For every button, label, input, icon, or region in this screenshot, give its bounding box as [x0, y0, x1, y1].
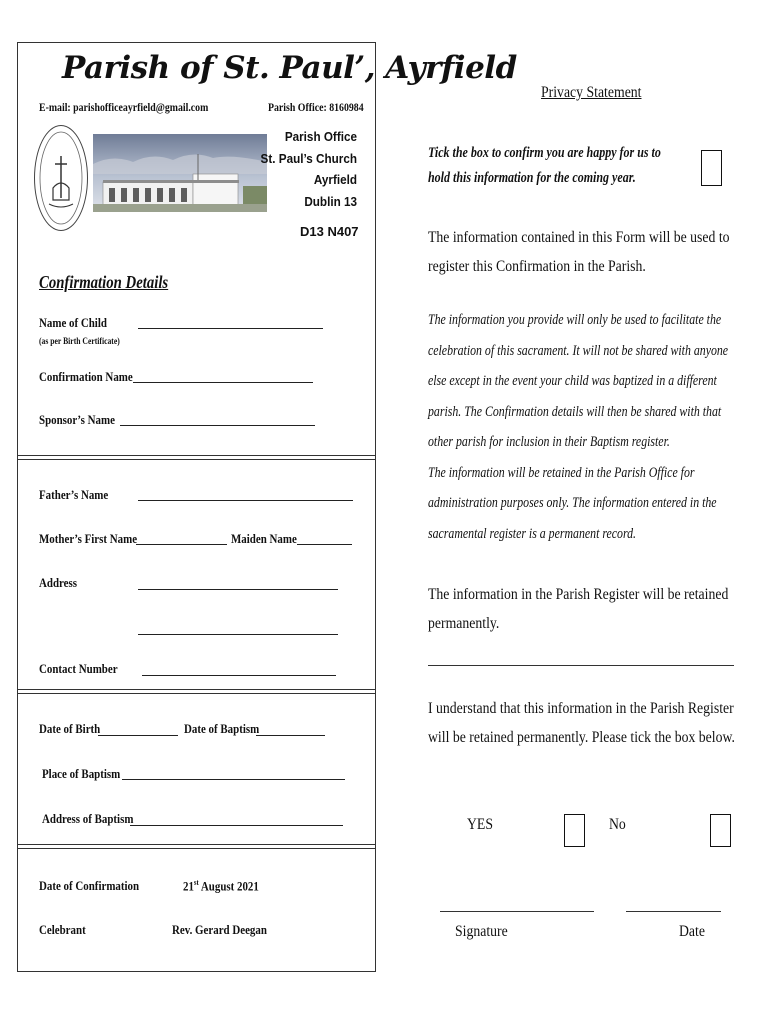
yes-label: YES [467, 816, 494, 833]
celebrant-label: Celebrant [39, 922, 86, 937]
email-text: E-mail: parishofficeayrfield@gmail.com [39, 100, 209, 114]
parish-seal-logo [34, 125, 88, 231]
address-of-baptism-field[interactable] [130, 825, 343, 826]
privacy-paragraph-line: celebration of this sacrament. It will not be shared with anyone [428, 343, 729, 359]
signature-label: Signature [455, 923, 508, 940]
yes-checkbox[interactable] [564, 814, 585, 847]
date-field[interactable] [626, 911, 721, 912]
tick-instruction-line: Tick the box to confirm you are happy for us to [428, 145, 661, 161]
date-day: 21 [183, 878, 194, 894]
office-address-line: Ayrfield [313, 172, 357, 187]
maiden-name-label: Maiden Name [231, 531, 297, 546]
date-of-baptism-label: Date of Baptism [184, 721, 260, 736]
sponsor-name-label: Sponsor’s Name [39, 412, 115, 427]
mother-first-name-label: Mother’s First Name [39, 531, 138, 546]
privacy-statement-heading: Privacy Statement [541, 84, 642, 101]
address-field-line-1[interactable] [138, 589, 338, 590]
celebrant-name: Rev. Gerard Deegan [172, 922, 267, 937]
privacy-paragraph-line: The information you provide will only be used to facilitate the [428, 312, 722, 328]
address-label: Address [39, 575, 78, 590]
date-of-confirmation-value [183, 878, 259, 894]
date-of-baptism-field[interactable] [256, 735, 325, 736]
date-label: Date [679, 923, 705, 940]
maiden-name-field[interactable] [297, 544, 352, 545]
address-of-baptism-label: Address of Baptism [42, 811, 134, 826]
info-paragraph-line: The information contained in this Form will be used to [428, 229, 730, 246]
name-of-child-field[interactable] [138, 328, 323, 329]
privacy-paragraph-line: other parish for inclusion in their Baptism register. [428, 434, 670, 450]
parish-title: Parish of St. Paul’, Ayrfield [62, 50, 517, 86]
info-paragraph-line: register this Confirmation in the Parish. [428, 258, 646, 275]
date-ordinal-suffix: st [193, 878, 199, 887]
acknowledgement-line: I understand that this information in the Parish Register [428, 700, 734, 717]
acknowledgement-line: will be retained permanently. Please tick the box below. [428, 729, 735, 746]
privacy-paragraph-line: administration purposes only. The information entered in the [428, 495, 717, 511]
name-of-child-label: Name of Child [39, 315, 107, 330]
retention-paragraph-line: permanently. [428, 615, 500, 632]
date-of-birth-label: Date of Birth [39, 721, 101, 736]
date-month-year: August 2021 [198, 878, 259, 894]
confirmation-name-label: Confirmation Name [39, 369, 133, 384]
place-of-baptism-label: Place of Baptism [42, 766, 121, 781]
contact-number-label: Contact Number [39, 661, 118, 676]
tick-instruction-line: hold this information for the coming year. [428, 170, 636, 186]
privacy-paragraph-line: else except in the event your child was baptized in a different [428, 373, 717, 389]
sponsor-name-field[interactable] [120, 425, 315, 426]
office-phone: Parish Office: 8160984 [268, 100, 364, 114]
father-name-field[interactable] [138, 500, 353, 501]
privacy-paragraph-line: The information will be retained in the Parish Office for [428, 465, 695, 481]
section-divider [18, 689, 375, 694]
birth-cert-note: (as per Birth Certificate) [39, 336, 120, 346]
no-checkbox[interactable] [710, 814, 731, 847]
address-field-line-2[interactable] [138, 634, 338, 635]
office-address [237, 126, 357, 212]
office-address-line: Dublin 13 [304, 193, 357, 209]
divider-line [428, 665, 734, 666]
place-of-baptism-field[interactable] [122, 779, 345, 780]
no-label: No [609, 816, 626, 833]
mother-first-name-field[interactable] [136, 544, 227, 545]
father-name-label: Father’s Name [39, 487, 109, 502]
date-of-birth-field[interactable] [98, 735, 178, 736]
consent-checkbox[interactable] [701, 150, 722, 186]
date-of-confirmation-label: Date of Confirmation [39, 878, 140, 893]
confirmation-details-heading: Confirmation Details [39, 272, 169, 292]
contact-number-field[interactable] [142, 675, 336, 676]
office-address-line: Parish Office [284, 129, 357, 144]
section-divider [18, 844, 375, 849]
office-address-line: St. Paul’s Church [260, 150, 357, 166]
signature-field[interactable] [440, 911, 594, 912]
eircode: D13 N407 [300, 224, 359, 239]
confirmation-name-field[interactable] [133, 382, 313, 383]
privacy-paragraph-line: parish. The Confirmation details will then be shared with that [428, 404, 722, 420]
section-divider [18, 455, 375, 460]
privacy-paragraph-line: sacramental register is a permanent record. [428, 526, 637, 542]
retention-paragraph-line: The information in the Parish Register will be retained [428, 586, 729, 603]
